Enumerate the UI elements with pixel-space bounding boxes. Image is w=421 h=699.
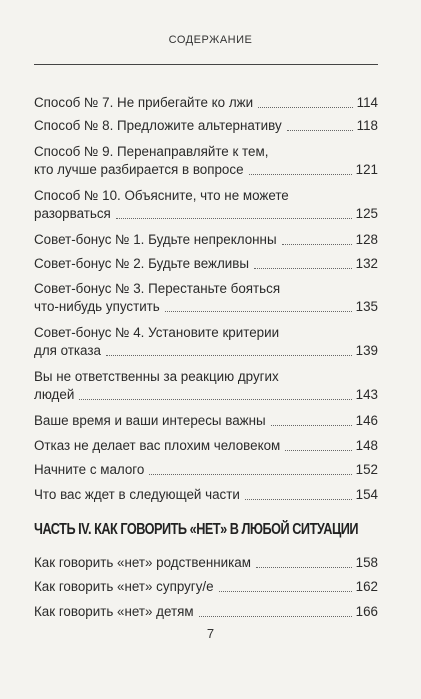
leader-dots xyxy=(254,267,352,269)
leader-dots xyxy=(199,615,352,617)
toc-entry-title: Отказ не делает вас плохим человеком xyxy=(34,438,281,453)
leader-dots xyxy=(287,129,353,131)
leader-dots xyxy=(149,473,351,475)
toc-entry-page: 114 xyxy=(356,95,378,110)
toc-entry-title: Вы не ответственны за реакцию других xyxy=(34,369,279,384)
leader-dots xyxy=(219,590,352,592)
toc-entry-page: 143 xyxy=(355,387,378,402)
toc-entry-title: Как говорить «нет» детям xyxy=(34,604,194,619)
toc-entry-page: 162 xyxy=(355,579,378,594)
toc-entry xyxy=(34,486,378,504)
toc-entry-title: для отказа xyxy=(34,343,101,358)
toc-entry-title: Ваше время и ваши интересы важны xyxy=(34,413,266,428)
toc-entry xyxy=(34,412,378,430)
toc-entry-title: что-нибудь упустить xyxy=(34,299,160,314)
toc-entry-title: людей xyxy=(34,387,75,402)
toc-entry xyxy=(34,554,378,572)
toc-entry xyxy=(34,578,378,596)
leader-dots xyxy=(258,106,353,108)
toc-entry-title: Совет-бонус № 4. Установите критерии xyxy=(34,325,280,340)
part-heading: ЧАСТЬ IV. КАК ГОВОРИТЬ «НЕТ» В ЛЮБОЙ СИТУАЦИИ xyxy=(34,521,359,538)
toc-entry xyxy=(34,187,378,223)
page-number: 7 xyxy=(206,626,215,641)
toc-entry xyxy=(34,368,378,404)
leader-dots xyxy=(249,173,352,175)
leader-dots xyxy=(165,310,352,312)
toc-entry-page: 121 xyxy=(355,162,378,177)
toc-entry-title: Совет-бонус № 2. Будьте вежливы xyxy=(34,256,250,271)
toc-entry xyxy=(34,461,378,479)
toc-entry xyxy=(34,117,378,135)
toc-entry-page: 166 xyxy=(355,604,378,619)
toc-entry-page: 146 xyxy=(355,413,378,428)
toc-entry-title: Совет-бонус № 3. Перестаньте бояться xyxy=(34,281,281,296)
leader-dots xyxy=(116,217,352,219)
header-rule xyxy=(34,64,378,65)
toc-entry-page: 152 xyxy=(355,462,378,477)
toc-entry xyxy=(34,94,378,112)
toc-entry-page: 158 xyxy=(355,555,378,570)
toc-entry-page: 148 xyxy=(355,438,378,453)
toc-entry xyxy=(34,437,378,455)
leader-dots xyxy=(256,566,352,568)
toc-entry-title: Способ № 8. Предложите альтернативу xyxy=(34,118,282,133)
toc-entry xyxy=(34,231,378,249)
toc-entry-page: 125 xyxy=(355,206,378,221)
toc-entry-title: Как говорить «нет» родственникам xyxy=(34,555,251,570)
leader-dots xyxy=(282,243,352,245)
toc-entry xyxy=(34,143,378,179)
toc-entry-page: 128 xyxy=(355,232,378,247)
toc-entry-page: 135 xyxy=(355,299,378,314)
toc-entry xyxy=(34,255,378,273)
toc-entry-page: 118 xyxy=(356,118,378,133)
page-header: СОДЕРЖАНИЕ xyxy=(168,34,253,46)
toc-entry-title: Способ № 10. Объясните, что не можете xyxy=(34,188,289,203)
toc-entry-title: Как говорить «нет» супругу/е xyxy=(34,579,214,594)
toc-entry xyxy=(34,280,378,316)
leader-dots xyxy=(271,424,352,426)
toc-entry-page: 132 xyxy=(355,256,378,271)
toc-entry-title: Совет-бонус № 1. Будьте непреклонны xyxy=(34,232,277,247)
toc-entry-page: 154 xyxy=(355,487,378,502)
toc-entry xyxy=(34,324,378,360)
toc-entry-title: разорваться xyxy=(34,206,111,221)
leader-dots xyxy=(245,498,352,500)
toc-entry-page: 139 xyxy=(355,343,378,358)
toc-entry-title: Способ № 9. Перенаправляйте к тем, xyxy=(34,144,269,159)
toc-entry-title: Способ № 7. Не прибегайте ко лжи xyxy=(34,95,254,110)
toc-entry-title: Начните с малого xyxy=(34,462,145,477)
toc-entry-title: Что вас ждет в следующей части xyxy=(34,487,240,502)
leader-dots xyxy=(79,398,351,400)
leader-dots xyxy=(285,449,351,451)
toc-entry-title: кто лучше разбирается в вопросе xyxy=(34,162,244,177)
toc-entry xyxy=(34,603,378,621)
leader-dots xyxy=(106,354,352,356)
